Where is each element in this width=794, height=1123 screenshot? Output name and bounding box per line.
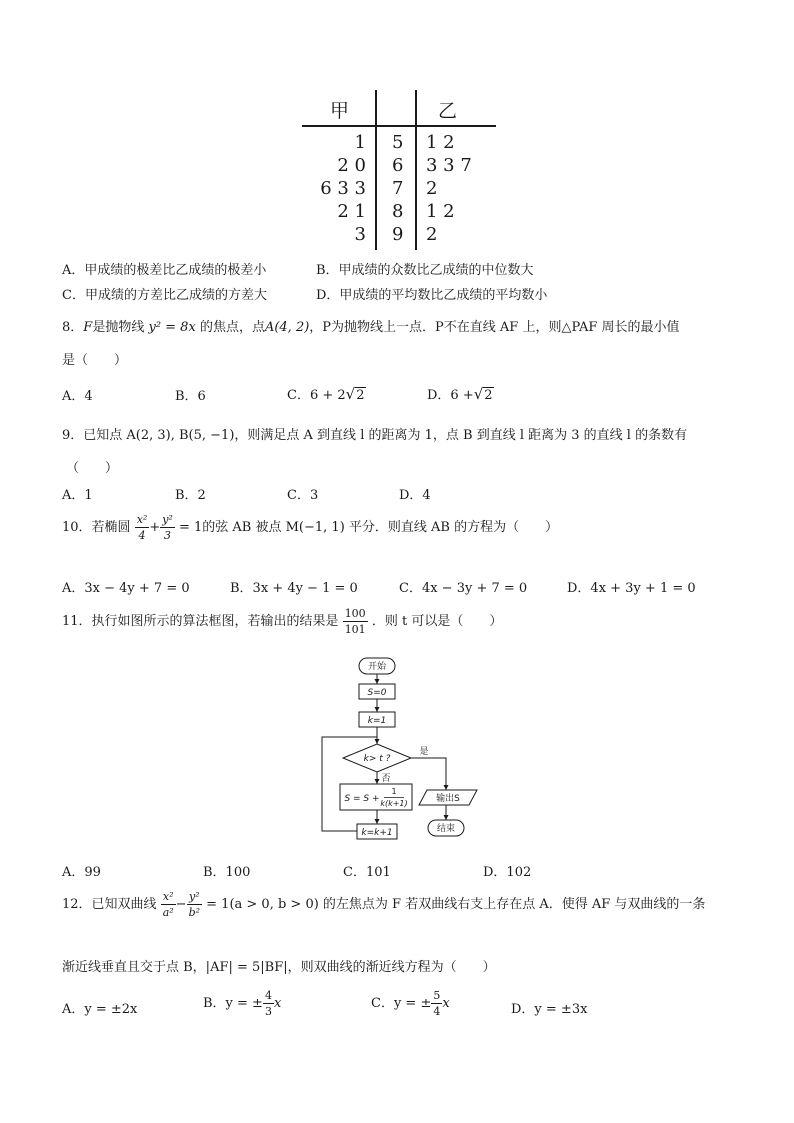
stem-value: 8 <box>392 201 404 222</box>
no-label: 否 <box>381 774 391 784</box>
q8-option-d-text: D．6 + <box>427 388 474 403</box>
q8-option-c-radicand: 2 <box>356 388 365 403</box>
q12-option-a: A．y = ±2x <box>62 1002 138 1017</box>
left-divider <box>375 90 377 250</box>
q11-option-b: B．100 <box>203 865 251 880</box>
q10-option-d: D．4x + 3y + 1 = 0 <box>567 581 696 596</box>
stem-value: 9 <box>392 224 404 245</box>
q8-stem-line2: 是（ ） <box>62 353 128 368</box>
q10-option-a: A．3x − 4y + 7 = 0 <box>62 581 190 596</box>
numerator: x² <box>136 513 148 526</box>
q10-fraction-y <box>160 514 175 541</box>
left-leaves: 3 <box>354 224 366 245</box>
right-leaves: 2 <box>426 178 438 199</box>
right-divider <box>415 90 417 250</box>
q12-option-c-text: C．y = ± <box>371 996 432 1011</box>
q12-option-b-fraction <box>263 990 274 1017</box>
q9-option-d: D．4 <box>399 488 431 503</box>
right-leaves: 1 2 <box>426 132 455 153</box>
q12-option-c-var: x <box>442 996 450 1011</box>
q8-option-c: C．6 + 2√2 <box>287 385 365 403</box>
q12-option-d: D．y = ±3x <box>511 1002 588 1017</box>
q7-option-a: A．甲成绩的极差比乙成绩的极差小 <box>62 263 267 278</box>
q12-option-b-var: x <box>273 996 282 1011</box>
update-s-denominator: k(k+1) <box>380 799 408 808</box>
q10-option-b: B．3x + 4y − 1 = 0 <box>230 581 358 596</box>
q8-option-d-radicand: 2 <box>484 388 493 403</box>
q8-number: 8． <box>62 320 84 335</box>
increment-k-label: k=k+1 <box>361 828 393 838</box>
numerator: 5 <box>433 989 441 1002</box>
end-label: 结束 <box>436 824 456 834</box>
left-leaves: 1 <box>354 132 366 153</box>
start-label: 开始 <box>367 662 387 672</box>
q8-stem <box>62 316 680 335</box>
q9-option-c: C．3 <box>287 488 319 503</box>
q11-fraction <box>343 608 368 635</box>
left-header: 甲 <box>330 100 350 122</box>
q11-option-a: A．99 <box>62 865 101 880</box>
plus-sign: + <box>149 520 161 535</box>
q10-text: 10．若椭圆 <box>62 520 131 535</box>
stem-value: 6 <box>392 155 404 176</box>
yes-label: 是 <box>419 747 429 757</box>
left-leaves: 6 3 3 <box>320 178 366 199</box>
q8-focus: F <box>83 320 93 335</box>
condition-label: k> t ? <box>363 754 391 764</box>
denominator: 3 <box>164 529 172 542</box>
q8-parabola: y² = 8x <box>148 320 196 335</box>
header-rule <box>302 125 496 127</box>
denominator: a² <box>162 906 174 919</box>
right-leaves: 3 3 7 <box>426 155 472 176</box>
init-k-label: k=1 <box>367 716 387 726</box>
q10-fraction-x <box>135 514 150 541</box>
q12-fraction-x <box>161 891 176 918</box>
denominator: 4 <box>138 529 146 542</box>
q12-text: = 1(a > 0, b > 0) 的左焦点为 F 若双曲线右支上存在点 A．使得 AF 与双曲线的一条 <box>206 897 706 912</box>
q9-option-b: B．2 <box>175 488 206 503</box>
q7-option-c: C．甲成绩的方差比乙成绩的方差大 <box>62 288 267 303</box>
q12-text: 12．已知双曲线 <box>62 897 157 912</box>
stem-value: 5 <box>392 132 404 153</box>
left-leaves: 2 0 <box>337 155 366 176</box>
q8-point: A(4, 2) <box>264 320 310 335</box>
q11-option-c: C．101 <box>343 865 391 880</box>
numerator: y² <box>162 513 173 526</box>
denominator: b² <box>188 906 201 919</box>
minus-sign: − <box>175 897 187 912</box>
q11-text: ．则 t 可以是（ ） <box>371 614 503 629</box>
q8-option-c-text: C．6 + 2 <box>287 388 346 403</box>
q8-text: 是抛物线 <box>92 320 145 335</box>
q12-stem <box>62 891 705 918</box>
q8-option-a: A．4 <box>62 389 93 404</box>
right-header: 乙 <box>438 100 458 122</box>
stem-value: 7 <box>392 178 404 199</box>
q8-text: ，P为抛物线上一点．P不在直线 AF 上，则△PAF 周长的最小值 <box>309 320 680 335</box>
right-leaves: 1 2 <box>426 201 455 222</box>
q11-text: 11．执行如图所示的算法框图，若输出的结果是 <box>62 614 339 629</box>
init-s-label: S=0 <box>367 688 387 698</box>
q8-option-b: B．6 <box>175 389 206 404</box>
q7-option-d: D．甲成绩的平均数比乙成绩的平均数小 <box>316 288 548 303</box>
q12-stem-line2: 渐近线垂直且交于点 B，|AF| = 5|BF|，则双曲线的渐近线方程为（ ） <box>62 960 496 975</box>
right-leaves: 2 <box>426 224 438 245</box>
numerator: y² <box>187 891 202 905</box>
q11-stem <box>62 608 502 635</box>
numerator: 4 <box>264 989 272 1002</box>
algorithm-flowchart <box>300 650 500 850</box>
q9-stem: 9．已知点 A(2, 3), B(5, −1)，则满足点 A 到直线 l 的距离为 1，点 B 到直线 l 距离为 3 的直线 l 的条数有 <box>62 428 688 443</box>
q8-text: 的焦点，点 <box>199 320 265 335</box>
q12-fraction-y <box>187 891 202 918</box>
denominator: 4 <box>433 1005 441 1018</box>
numerator: x² <box>161 891 176 905</box>
denominator: 101 <box>344 623 366 636</box>
update-s-label: S = S + <box>344 794 380 804</box>
q11-option-d: D．102 <box>483 865 532 880</box>
q12-option-b <box>203 990 281 1017</box>
q7-option-b: B．甲成绩的众数比乙成绩的中位数大 <box>316 263 534 278</box>
denominator: 3 <box>264 1005 272 1018</box>
q12-option-c <box>371 990 450 1017</box>
q9-option-a: A．1 <box>62 488 93 503</box>
q10-stem <box>62 514 558 541</box>
q12-option-b-text: B．y = ± <box>203 996 263 1011</box>
numerator: 100 <box>344 607 366 620</box>
update-s-numerator: 1 <box>391 787 397 796</box>
left-leaves: 2 1 <box>337 201 366 222</box>
q12-option-c-fraction <box>431 990 442 1017</box>
q10-option-c: C．4x − 3y + 7 = 0 <box>399 581 528 596</box>
q8-option-d: D．6 +√2 <box>427 385 493 403</box>
q9-stem-line2: （ ） <box>66 461 119 476</box>
q10-text: = 1的弦 AB 被点 M(−1, 1) 平分．则直线 AB 的方程为（ ） <box>178 520 559 535</box>
output-label: 输出S <box>436 794 460 804</box>
